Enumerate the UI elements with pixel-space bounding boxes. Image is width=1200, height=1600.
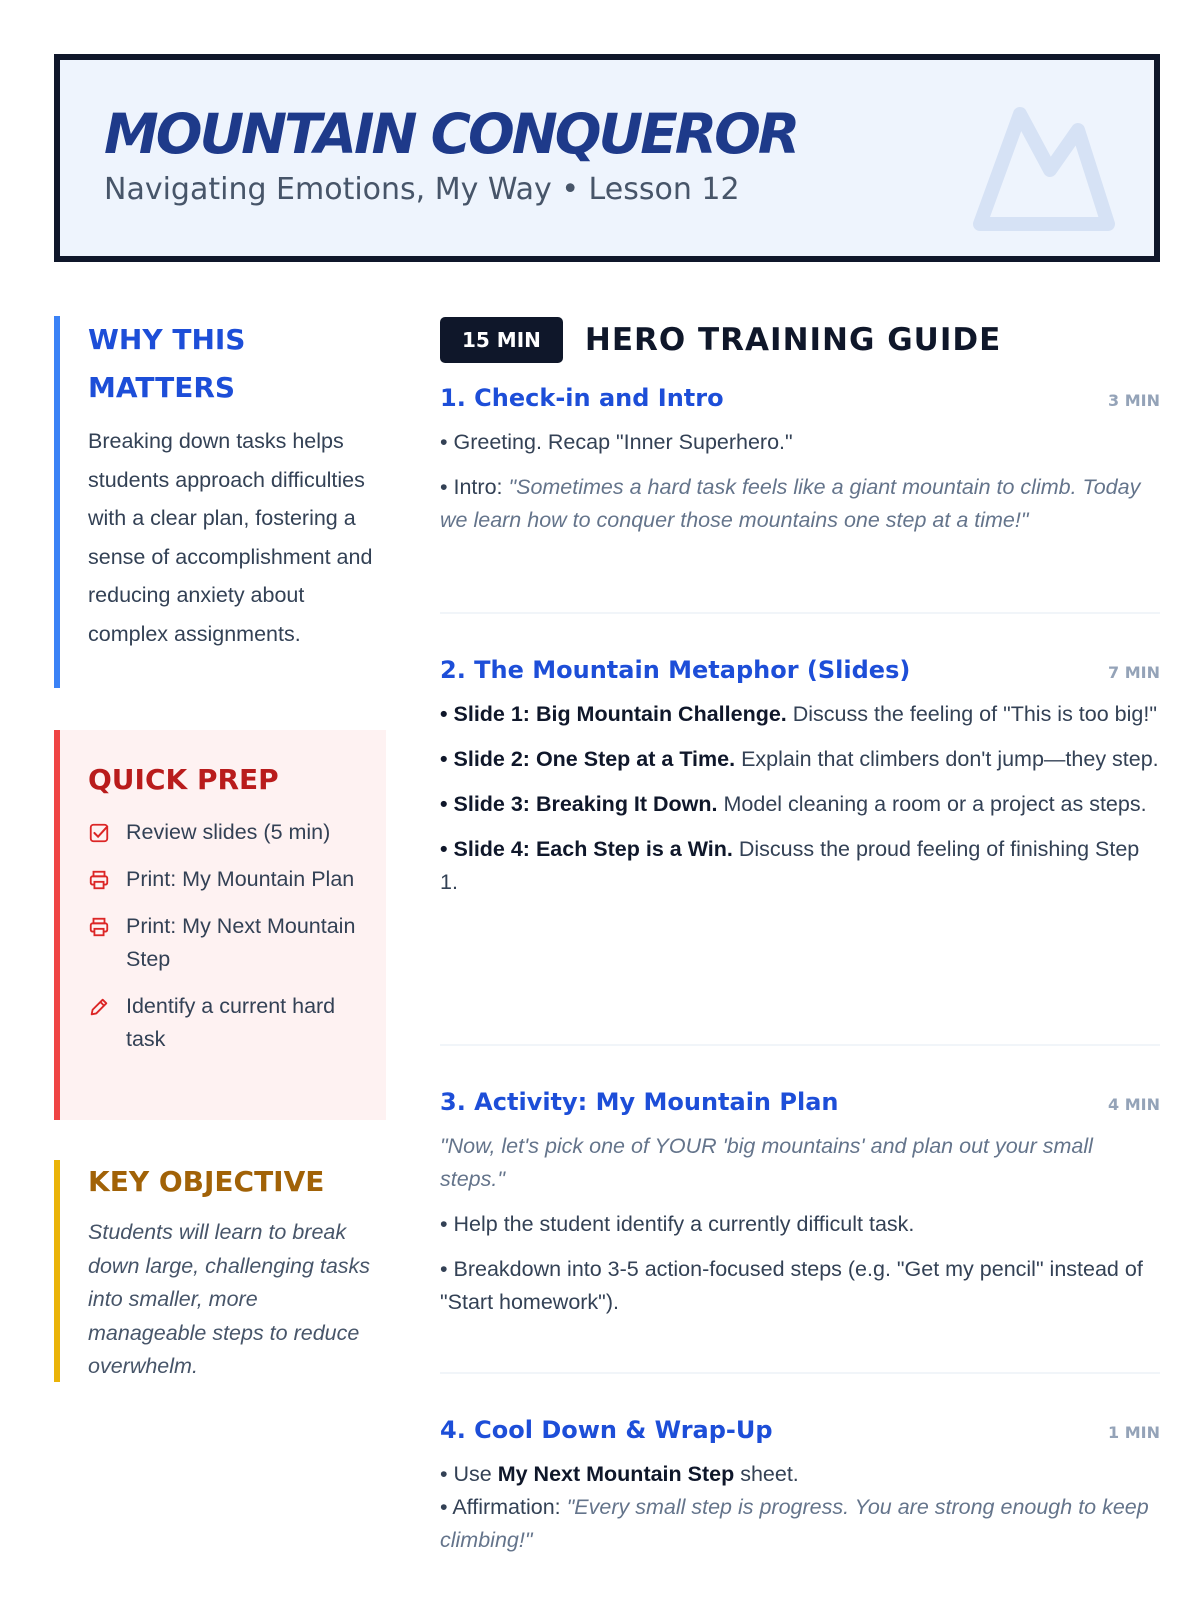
line-bold: • Slide 3: Breaking It Down. (440, 792, 718, 816)
prep-item-text: Identify a current hard task (126, 994, 336, 1051)
line-quote: "Now, let's pick one of YOUR 'big mountains' and plan out your small steps." (440, 1134, 1093, 1191)
line-quote: "Every small step is progress. You are strong enough to keep climbing!" (440, 1495, 1149, 1552)
guide-section (440, 1416, 1160, 1557)
lesson-title: MOUNTAIN CONQUEROR (104, 102, 798, 166)
why-heading-line2: MATTERS (88, 371, 236, 404)
guide-section (440, 1088, 1160, 1374)
guide-title: HERO TRAINING GUIDE (584, 322, 1002, 358)
section-line (440, 1130, 1160, 1196)
prep-item (88, 990, 376, 1056)
why-this-matters-card (54, 316, 386, 688)
section-line: • Help the student identify a currently difficult task. (440, 1212, 915, 1236)
guide-section (440, 656, 1160, 1046)
prep-item (88, 863, 376, 896)
section-title: 4. Cool Down & Wrap-Up (440, 1416, 773, 1444)
pencil-icon (88, 996, 110, 1018)
prep-item-text: Print: My Mountain Plan (126, 867, 355, 891)
prep-heading: QUICK PREP (88, 763, 279, 796)
section-time: 7 MIN (1108, 663, 1160, 682)
section-title: 3. Activity: My Mountain Plan (440, 1088, 839, 1116)
line-prefix: • Use (440, 1462, 498, 1486)
section-line (440, 788, 1160, 821)
lesson-subtitle: Navigating Emotions, My Way • Lesson 12 (104, 172, 740, 207)
sidebar (54, 316, 386, 1382)
objective-body: Students will learn to break down large, challenging tasks into smaller, more manageable steps to reduce overwhelm. (88, 1220, 371, 1378)
section-time: 4 MIN (1108, 1095, 1160, 1114)
lesson-header (54, 54, 1160, 262)
prep-item (88, 910, 376, 976)
prep-item (88, 816, 376, 849)
duration-badge: 15 MIN (440, 317, 563, 363)
line-rest: Model cleaning a room or a project as steps. (717, 792, 1147, 816)
checkbox-icon (88, 822, 110, 844)
guide-header (440, 316, 1160, 364)
line-bold: • Slide 1: Big Mountain Challenge. (440, 702, 787, 726)
why-body: Breaking down tasks helps students approach difficulties with a clear plan, fostering a sense of accomplishment and reducing anxiety about complex assignments. (88, 429, 373, 646)
section-time: 1 MIN (1108, 1423, 1160, 1442)
section-title: 1. Check-in and Intro (440, 384, 724, 412)
section-line: • Greeting. Recap "Inner Superhero." (440, 430, 793, 454)
section-line (440, 698, 1160, 731)
line-rest: Explain that climbers don't jump—they step. (735, 747, 1159, 771)
line-bold: My Next Mountain Step (497, 1462, 735, 1486)
prep-item-text: Print: My Next Mountain Step (126, 914, 356, 971)
section-line (440, 1491, 1160, 1557)
section-line (440, 833, 1160, 899)
key-objective-card (54, 1160, 386, 1382)
section-title: 2. The Mountain Metaphor (Slides) (440, 656, 911, 684)
training-guide (440, 316, 1160, 1557)
why-heading-line1: WHY THIS (88, 323, 246, 356)
prep-list (88, 816, 376, 1056)
quick-prep-card (54, 730, 386, 1120)
section-line: • Breakdown into 3-5 action-focused steps (e.g. "Get my pencil" instead of "Start homework"). (440, 1257, 1143, 1314)
line-prefix: • Intro: (440, 475, 509, 499)
why-heading (88, 316, 376, 412)
printer-icon (88, 869, 110, 891)
line-rest: Discuss the feeling of "This is too big!" (786, 702, 1157, 726)
line-prefix: • Affirmation: (440, 1495, 567, 1519)
guide-section (440, 384, 1160, 614)
line-rest: sheet. (734, 1462, 799, 1486)
section-line (440, 1458, 1160, 1491)
objective-heading: KEY OBJECTIVE (88, 1165, 325, 1198)
section-line (440, 743, 1160, 776)
mountain-icon (958, 96, 1118, 246)
line-rest: Discuss the proud feeling of finishing Step 1. (440, 837, 1140, 894)
printer-icon (88, 916, 110, 938)
line-bold: • Slide 2: One Step at a Time. (440, 747, 736, 771)
prep-item-text: Review slides (5 min) (126, 820, 331, 844)
line-bold: • Slide 4: Each Step is a Win. (440, 837, 733, 861)
section-line (440, 471, 1160, 537)
line-quote: "Sometimes a hard task feels like a giant mountain to climb. Today we learn how to conquer those mountains one step at a time!" (440, 475, 1141, 532)
section-time: 3 MIN (1108, 391, 1160, 410)
